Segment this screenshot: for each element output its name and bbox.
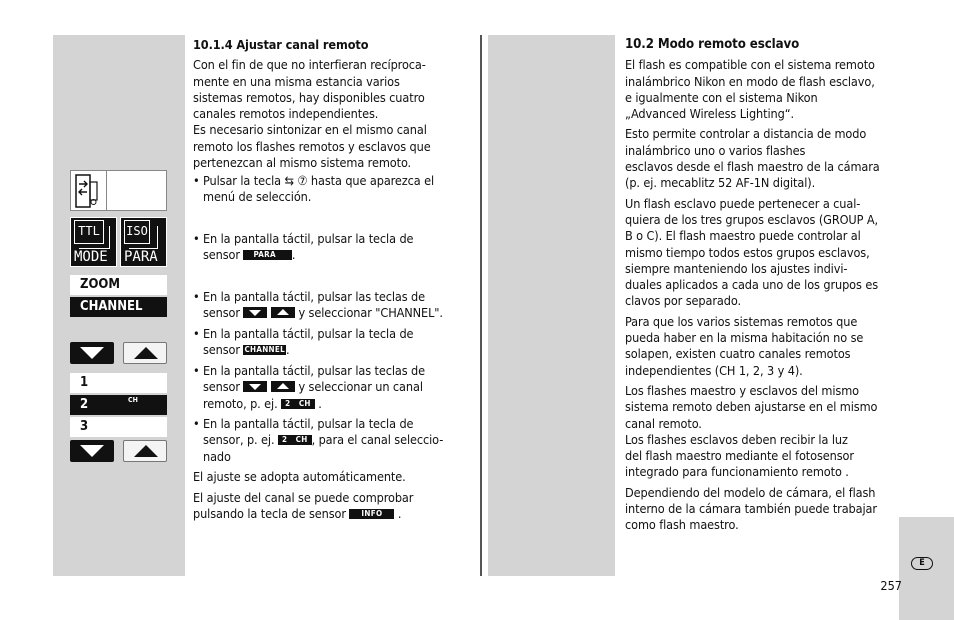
text-line: Es necesario sintonizar en el mismo canal [193, 122, 427, 138]
check-note: El ajuste del canal se puede comprobar pulsando la tecla de sensor INFO . [193, 490, 478, 523]
text: y seleccionar "CHANNEL". [298, 305, 443, 321]
text-line: remoto los flashes remotos y esclavos que [193, 138, 431, 154]
text-line: sistema remoto deben ajustarse en el mismo [625, 399, 878, 415]
text: En la pantalla táctil, pulsar las teclas de [203, 289, 426, 304]
text-line: duales aplicados a cada uno de los grupos es [625, 277, 878, 293]
text-line: mismo tiempo todos estos grupos esclavos, [625, 244, 870, 260]
switch-icon: ⇆ ⑦ [284, 173, 308, 188]
text-line: pertenezcan al mismo sistema remoto. [193, 155, 412, 171]
chevron-down-icon [80, 347, 104, 359]
left-column [193, 37, 478, 171]
text-line: Los flashes esclavos deben recibir la luz [625, 431, 848, 447]
para-button[interactable] [120, 217, 167, 267]
channel-item-3[interactable]: 3 [70, 417, 167, 437]
text-line: Dependiendo del modelo de cámara, el flash [625, 484, 876, 500]
text: hasta que aparezca el [310, 173, 435, 188]
text: nado [203, 448, 231, 464]
text: , para el canal seleccio- [311, 432, 444, 448]
mode-label: MODE [74, 249, 108, 265]
bullet-1: • Pulsar la tecla ⇆ ⑦ hasta que aparezca el menú de selección. [193, 173, 435, 205]
bullet-3: • En la pantalla táctil, pulsar las teclas de sensor y seleccionar "CHANNEL". [193, 289, 443, 321]
paragraph [625, 485, 905, 534]
para-iso-label: ISO [124, 220, 150, 244]
channel-key-chip: CHANNEL [244, 345, 285, 355]
section-heading-10-1-4: 10.1.4 Ajustar canal remoto [193, 37, 369, 52]
text-line: inalámbrico uno o varios flashes [625, 142, 806, 158]
text: sensor, p. ej. [203, 432, 275, 448]
text: En la pantalla táctil, pulsar la tecla de [203, 416, 414, 431]
text-line: pueda haber en la misma habitación no se [625, 330, 864, 346]
down-key-icon [243, 307, 267, 318]
down-arrow-button-2[interactable] [70, 440, 114, 462]
text-line: del flash maestro mediante el fotosensor [625, 448, 854, 464]
para-key-chip: PARA [243, 250, 291, 260]
auto-note [193, 469, 478, 485]
up-arrow-button-2[interactable] [123, 440, 167, 462]
middle-gray-panel [488, 35, 615, 576]
text-line: Con el fin de que no interfieran recíproca- [193, 57, 426, 73]
text-line: mente en una misma estancia varios [193, 73, 400, 89]
text: En la pantalla táctil, pulsar la tecla de [203, 231, 414, 246]
down-arrow-button[interactable] [70, 342, 114, 364]
text-line: integrado para funcionamiento remoto . [625, 464, 849, 480]
up-key-icon [271, 381, 295, 392]
bullet-6: • En la pantalla táctil, pulsar la tecla de sensor, p. ej. 2 CH , para el canal seleccio- nado [193, 416, 444, 464]
text-line: canales remotos independientes. [193, 106, 379, 122]
text: En la pantalla táctil, pulsar la tecla de [203, 326, 414, 341]
channel-2-key-chip: 2 CH [281, 399, 315, 409]
text-line: Los flashes maestro y esclavos del mismo [625, 382, 859, 398]
text-line: El flash es compatible con el sistema remoto [625, 57, 875, 73]
text-line: inalámbrico Nikon en modo de flash esclavo, [625, 73, 875, 89]
text-line: sistemas remotos, hay disponibles cuatro [193, 89, 425, 105]
text-line: quiera de los tres grupos esclavos (GROUP A, [625, 211, 878, 227]
text: sensor [203, 305, 240, 321]
text-line: esclavos desde el flash maestro de la cámara [625, 159, 880, 175]
text: remoto, p. ej. [203, 395, 278, 411]
text-line: El ajuste del canal se puede comprobar [193, 490, 414, 505]
paragraph [625, 314, 905, 379]
info-key-chip: INFO [349, 509, 394, 519]
bullet-2: • En la pantalla táctil, pulsar la tecla de sensor PARA . [193, 231, 414, 263]
text-line: e igualmente con el sistema Nikon [625, 89, 818, 105]
bullet-5: • En la pantalla táctil, pulsar las teclas de sensor y seleccionar un canal remoto, p. ej. 2 CH . [193, 363, 426, 411]
channel-item-2-ch: CH [128, 396, 138, 404]
bullet-4: • En la pantalla táctil, pulsar la tecla de sensor CHANNEL. [193, 326, 414, 358]
text-line: Esto permite controlar a distancia de modo [625, 126, 867, 142]
text-line: Para que los varios sistemas remotos que [625, 313, 858, 329]
mode-ttl-label: TTL [74, 220, 104, 244]
text-line: solapen, existen cuatro canales remotos [625, 346, 851, 362]
paragraph [625, 383, 905, 481]
text: Pulsar la tecla [203, 173, 281, 188]
text-line: siempre manteniendo los ajustes indivi- [625, 260, 848, 276]
channel-item-2[interactable] [70, 395, 167, 415]
text: y seleccionar un canal [298, 379, 423, 395]
text-line: independientes (CH 1, 2, 3 y 4). [625, 362, 803, 378]
remote-mode-icon-box [70, 170, 167, 211]
text-line: B o C). El flash maestro puede controlar al [625, 228, 861, 244]
text-line: „Advanced Wireless Lighting“. [625, 106, 794, 122]
paragraph [625, 126, 905, 191]
text-line: Un flash esclavo puede pertenecer a cual- [625, 195, 861, 211]
text: sensor [203, 342, 240, 358]
text: pulsando la tecla de sensor [193, 506, 346, 522]
page-number: 257 [880, 578, 902, 593]
down-key-icon [243, 381, 267, 392]
menu-item-zoom[interactable]: ZOOM [70, 275, 167, 295]
chevron-up-icon [134, 347, 158, 359]
chevron-up-icon [134, 445, 158, 457]
channel-2-key-chip: 2 CH [278, 435, 312, 445]
remote-flash-icon [75, 174, 101, 208]
menu-item-channel[interactable]: CHANNEL [70, 297, 167, 317]
mode-button[interactable] [70, 217, 117, 267]
para-label: PARA [124, 249, 158, 265]
up-key-icon [271, 307, 295, 318]
right-column [625, 37, 905, 534]
language-badge: E [911, 557, 933, 570]
chevron-down-icon [80, 445, 104, 457]
text: sensor [203, 379, 240, 395]
middle-divider [480, 35, 482, 576]
section-heading-10-2: 10.2 Modo remoto esclavo [625, 37, 800, 52]
up-arrow-button[interactable] [123, 342, 167, 364]
paragraph [625, 196, 905, 310]
text-line: El ajuste se adopta automáticamente. [193, 469, 406, 484]
text-line: como flash maestro. [625, 517, 739, 533]
text-line: interno de la cámara también puede trabajar [625, 501, 877, 517]
text: sensor [203, 247, 240, 263]
text: En la pantalla táctil, pulsar las teclas de [203, 363, 426, 378]
text-line: clavos por separado. [625, 293, 741, 309]
text-line: (p. ej. mecablitz 52 AF-1N digital). [625, 175, 816, 191]
text-line: canal remoto. [625, 415, 702, 431]
paragraph [625, 57, 905, 122]
channel-item-1[interactable]: 1 [70, 373, 167, 393]
channel-item-2-label: 2 [80, 397, 89, 412]
text: menú de selección. [203, 189, 312, 205]
